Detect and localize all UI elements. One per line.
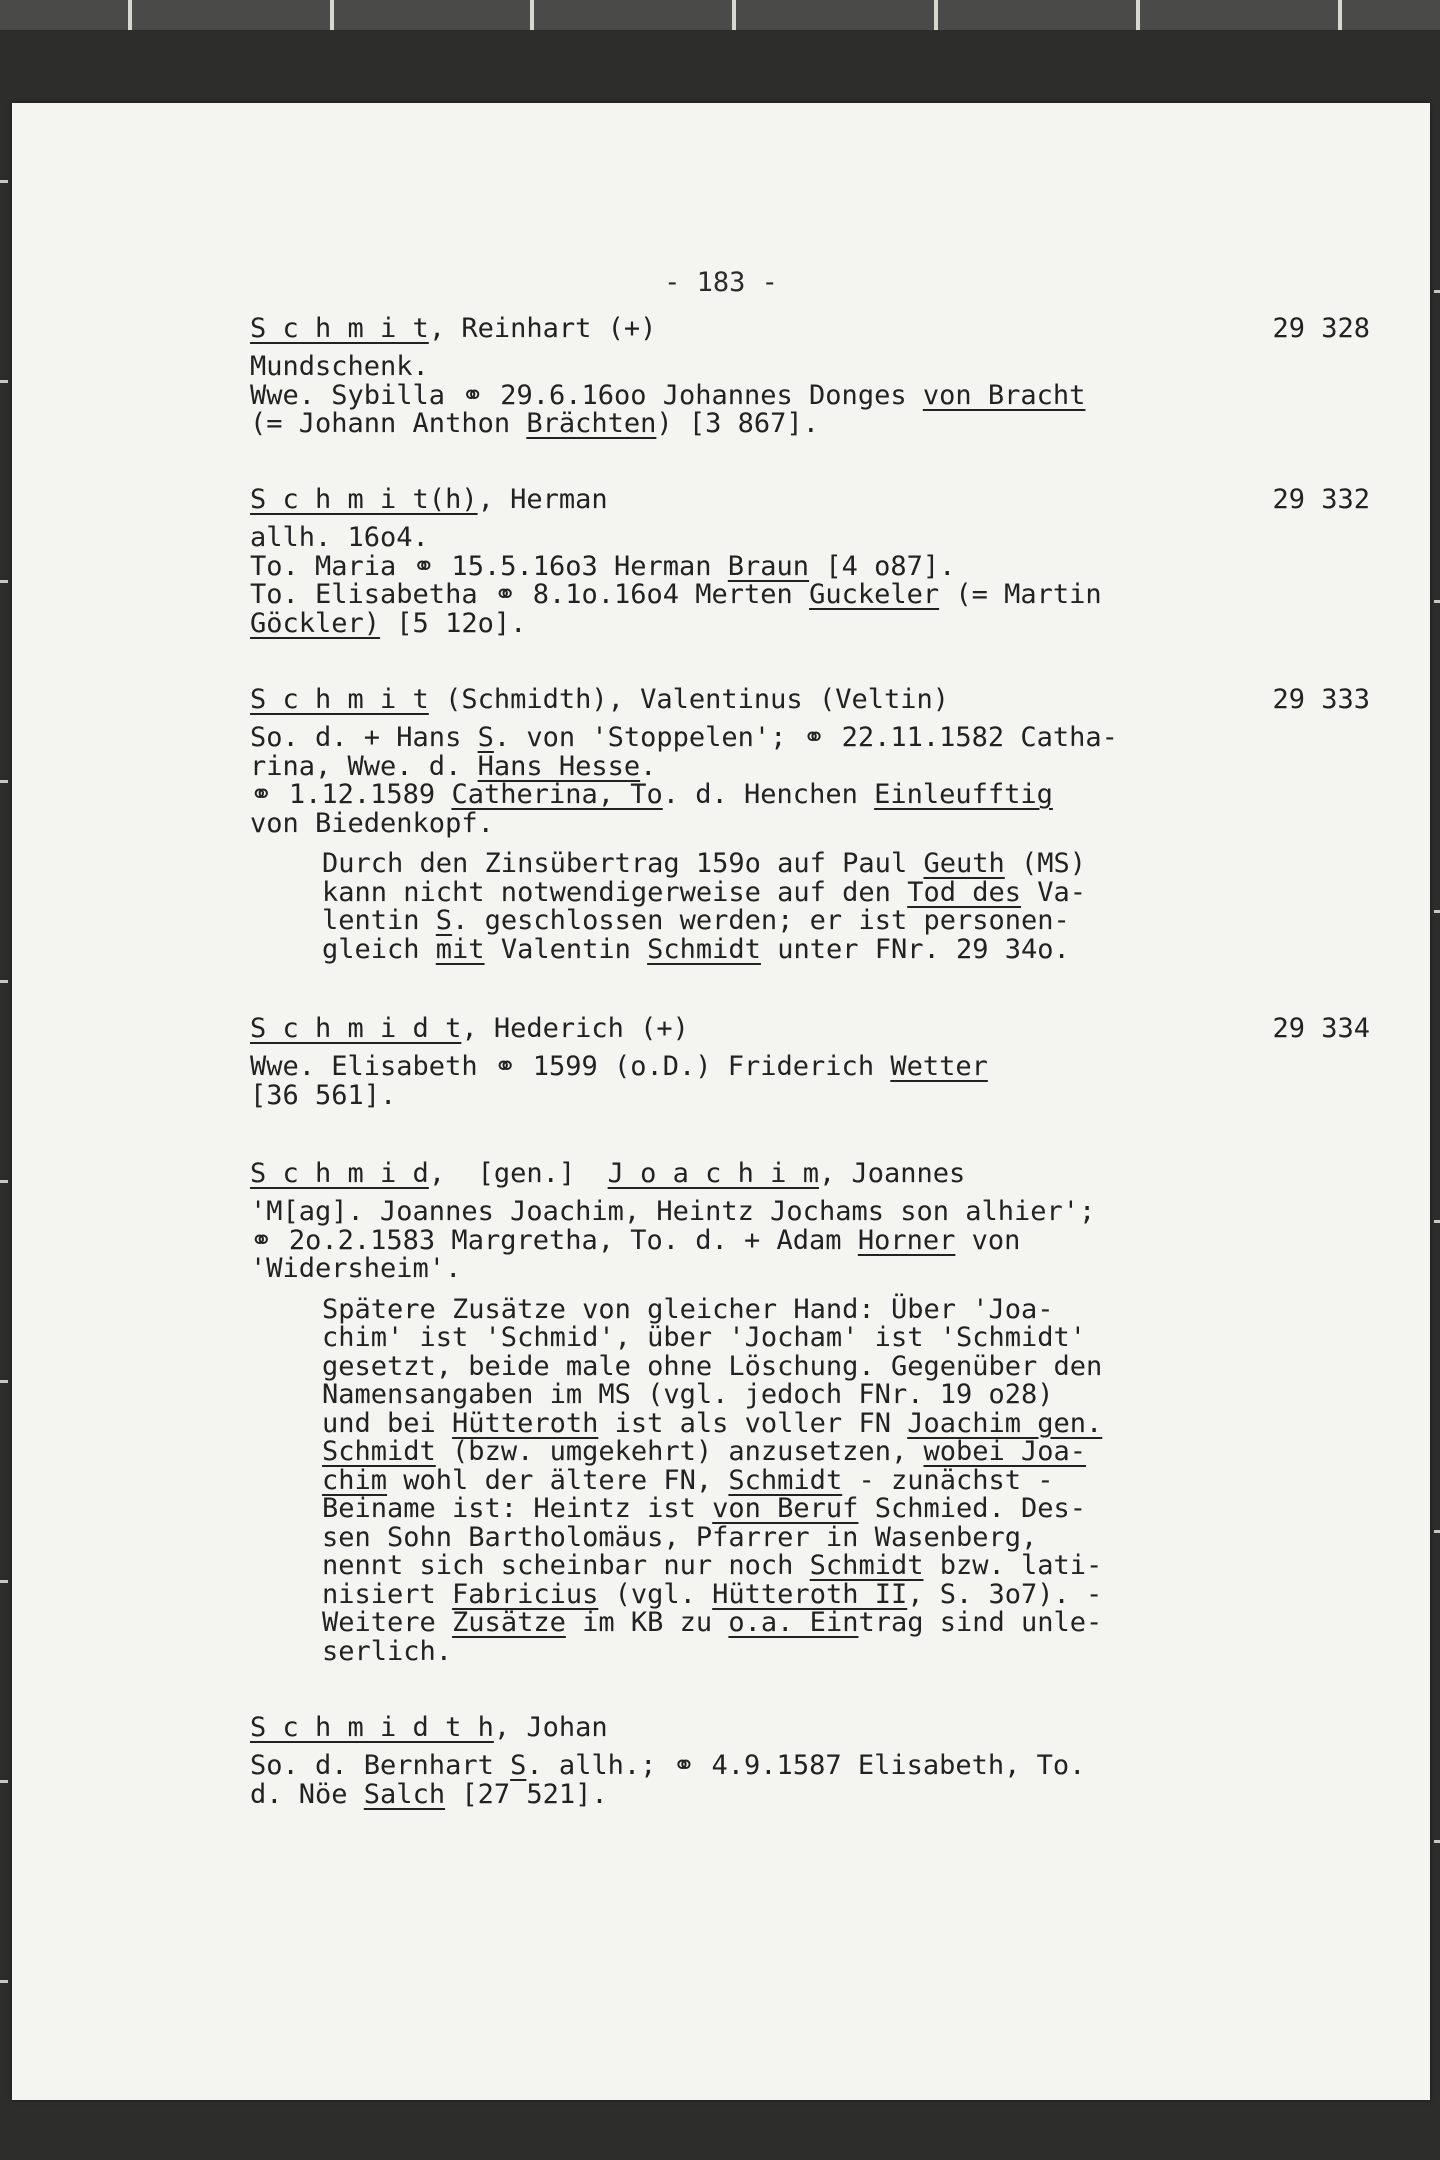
- film-tick: [934, 0, 938, 30]
- underlined-name: o.a. Ein: [728, 1607, 859, 1638]
- underlined-name: S: [477, 722, 494, 753]
- text-segment: rina, Wwe. d.: [250, 750, 478, 782]
- margin-mark: [1434, 290, 1440, 293]
- underlined-name: Schmidt: [322, 1436, 436, 1467]
- text-segment: [27 521].: [445, 1778, 608, 1810]
- text-segment: kann nicht notwendigerweise auf den: [322, 876, 908, 908]
- text-line: [250, 1778, 1370, 1810]
- entry-note: [322, 850, 1370, 964]
- entry-surname: S c h m i t(h): [250, 484, 478, 515]
- document-page: [12, 103, 1430, 2100]
- underlined-name: Horner: [857, 1224, 956, 1256]
- text-segment: trag sind unle-: [858, 1607, 1103, 1638]
- entry-given-name: , [gen.]: [428, 1158, 608, 1189]
- text-line: [250, 781, 1370, 810]
- margin-mark: [1434, 910, 1440, 913]
- entry-given-name: , Reinhart (+): [428, 313, 657, 344]
- text-segment: ⚭ 1.12.1589: [250, 779, 452, 810]
- text-segment: (vgl.: [598, 1578, 713, 1610]
- text-line: [322, 1578, 1370, 1610]
- underlined-name: mit: [435, 933, 485, 965]
- entry-surname: S c h m i t: [250, 313, 429, 344]
- entry-note: [322, 1293, 1370, 1667]
- film-strip-top: [0, 0, 1440, 30]
- entry-text: [250, 724, 1370, 838]
- underlined-name: Joachim gen.: [907, 1407, 1103, 1439]
- text-line: [322, 1521, 1370, 1553]
- text-segment: (= Johann Anthon: [250, 408, 527, 439]
- text-line: [322, 1609, 1370, 1638]
- register-entry-schmidt-hederich: [250, 1015, 1370, 1110]
- text-line: [250, 410, 1370, 439]
- entry-text: [250, 353, 1370, 439]
- page-number: - 183 -: [664, 267, 778, 298]
- margin-mark: [0, 1180, 8, 1183]
- family-number: 29 328: [1272, 313, 1370, 344]
- underlined-name: Hans Hesse: [477, 750, 641, 782]
- underlined-name: von Bracht: [922, 379, 1086, 411]
- text-line: [322, 1350, 1370, 1382]
- text-segment: bzw. lati-: [923, 1550, 1103, 1581]
- margin-mark: [0, 1380, 8, 1383]
- text-segment: . von 'Stoppelen'; ⚭ 22.11.1582 Catha-: [493, 722, 1118, 753]
- text-segment: So. d. + Hans: [250, 722, 478, 753]
- text-segment: 'Widersheim'.: [250, 1253, 462, 1284]
- text-segment: serlich.: [322, 1635, 453, 1667]
- text-segment: allh. 16o4.: [250, 522, 429, 553]
- text-line: [250, 1255, 1370, 1284]
- text-line: [250, 1198, 1370, 1227]
- margin-mark: [0, 1580, 8, 1583]
- text-segment: ist als voller FN: [598, 1407, 908, 1439]
- text-segment: Weitere: [322, 1607, 453, 1638]
- text-segment: sen Sohn Bartholomäus, Pfarrer in Wasenberg,: [322, 1521, 1038, 1553]
- text-line: [322, 850, 1370, 879]
- text-line: [322, 1381, 1370, 1410]
- margin-mark: [1434, 1840, 1440, 1843]
- entry-heading: [250, 1160, 1370, 1190]
- text-line: [250, 807, 1370, 839]
- underlined-name: wobei Joa-: [923, 1436, 1087, 1467]
- text-segment: von Biedenkopf.: [250, 807, 494, 839]
- entry-heading: [250, 486, 1370, 516]
- text-line: [322, 1407, 1370, 1439]
- entry-heading: [250, 686, 1370, 716]
- film-tick: [1338, 0, 1342, 30]
- underlined-name: von Beruf: [712, 1493, 859, 1524]
- text-line: [250, 379, 1370, 411]
- underlined-name: Braun: [727, 550, 810, 582]
- text-segment: Spätere Zusätze von gleicher Hand: Über 'Joa-: [322, 1293, 1054, 1325]
- underlined-name: Geuth: [923, 848, 1005, 879]
- underlined-name: Fabricius: [452, 1578, 599, 1610]
- text-segment: Namensangaben im MS (vgl. jedoch FNr. 19 o28): [322, 1379, 1054, 1410]
- underlined-name: Wetter: [890, 1051, 988, 1082]
- text-segment: im KB zu: [565, 1607, 729, 1638]
- underlined-name: Schmidt: [809, 1550, 924, 1581]
- text-line: [322, 1552, 1370, 1581]
- text-segment: To. Maria ⚭ 15.5.16o3 Herman: [250, 550, 728, 582]
- underlined-name: Hütteroth II: [712, 1578, 908, 1610]
- underlined-name: Hütteroth: [452, 1407, 599, 1439]
- text-segment: Durch den Zinsübertrag 159o auf Paul: [322, 848, 924, 879]
- text-segment: unter FNr. 29 34o.: [760, 933, 1070, 965]
- text-line: [250, 353, 1370, 382]
- text-segment: von: [955, 1224, 1021, 1256]
- text-segment: Wwe. Sybilla ⚭ 29.6.16oo Johannes Donges: [250, 379, 923, 411]
- text-segment: (= Martin: [939, 579, 1102, 610]
- underlined-name: S: [435, 905, 453, 936]
- text-segment: Va-: [1021, 876, 1087, 908]
- margin-mark: [0, 780, 8, 783]
- text-segment: (MS): [1004, 848, 1087, 879]
- text-line: [250, 750, 1370, 782]
- text-segment: Beiname ist: Heintz ist: [322, 1493, 713, 1524]
- text-segment: Mundschenk.: [250, 351, 429, 382]
- text-segment: Schmied. Des-: [858, 1493, 1087, 1524]
- text-line: [322, 1495, 1370, 1524]
- text-segment: gleich: [322, 933, 436, 965]
- entry-surname: S c h m i d t: [250, 1013, 462, 1044]
- text-segment: [5 12o].: [380, 607, 527, 639]
- margin-mark: [0, 180, 8, 183]
- text-segment: [36 561].: [250, 1079, 397, 1111]
- entry-text: [250, 1198, 1370, 1284]
- underlined-name: Göckler): [250, 607, 381, 639]
- family-number: 29 334: [1272, 1013, 1370, 1044]
- entry-heading: [250, 315, 1370, 345]
- film-tick: [330, 0, 334, 30]
- text-line: [250, 524, 1370, 553]
- entry-text: [250, 524, 1370, 638]
- text-line: [322, 1464, 1370, 1496]
- margin-mark: [0, 1980, 8, 1983]
- margin-mark: [0, 980, 8, 983]
- text-line: [322, 1324, 1370, 1353]
- text-segment: Valentin: [484, 933, 648, 965]
- text-segment: lentin: [322, 905, 436, 936]
- underlined-name: S: [510, 1750, 527, 1781]
- margin-mark: [1434, 1530, 1440, 1533]
- entry-text: [250, 1752, 1370, 1809]
- text-segment: (bzw. umgekehrt) anzusetzen,: [435, 1436, 924, 1467]
- text-segment: . d. Henchen: [662, 779, 875, 810]
- text-segment: nennt sich scheinbar nur noch: [322, 1550, 810, 1581]
- text-line: [322, 1438, 1370, 1467]
- register-entry-schmit-valentinus: [250, 686, 1370, 964]
- text-line: [322, 1635, 1370, 1667]
- register-entry-schmith-herman: [250, 486, 1370, 638]
- underlined-name: Guckeler: [809, 579, 940, 610]
- underlined-name: Einleufftig: [874, 779, 1053, 810]
- family-number: 29 332: [1272, 484, 1370, 515]
- text-segment: .: [640, 750, 657, 782]
- entry-given-name-alt: , Joannes: [818, 1158, 966, 1189]
- text-segment: ) [3 867].: [656, 408, 819, 439]
- film-tick: [732, 0, 736, 30]
- text-line: [250, 550, 1370, 582]
- underlined-name: Brächten: [526, 408, 657, 439]
- margin-mark: [0, 380, 8, 383]
- entry-surname: S c h m i d t h: [250, 1712, 494, 1743]
- underlined-name: Catherina, To: [451, 779, 663, 810]
- text-line: [322, 933, 1370, 965]
- margin-mark: [1434, 600, 1440, 603]
- text-line: [250, 607, 1370, 639]
- entry-given-name: , Herman: [477, 484, 608, 515]
- text-line: [322, 1293, 1370, 1325]
- text-line: [250, 1752, 1370, 1781]
- margin-mark: [0, 580, 8, 583]
- text-segment: - zunächst -: [842, 1464, 1054, 1496]
- underlined-name: Zusätze: [452, 1607, 566, 1638]
- family-number: 29 333: [1272, 684, 1370, 715]
- register-entry-schmit-reinhart: [250, 315, 1370, 439]
- entry-heading: [250, 1015, 1370, 1045]
- text-segment: chim' ist 'Schmid', über 'Jocham' ist 'Schmidt': [322, 1322, 1087, 1353]
- entry-given-name: , Hederich (+): [461, 1013, 689, 1044]
- underlined-name: Schmidt: [728, 1464, 843, 1496]
- text-segment: , S. 3o7). -: [907, 1578, 1103, 1610]
- text-segment: To. Elisabetha ⚭ 8.1o.16o4 Merten: [250, 579, 810, 610]
- text-segment: d. Nöe: [250, 1778, 364, 1810]
- entry-surname: S c h m i d: [250, 1158, 429, 1189]
- text-line: [250, 1053, 1370, 1082]
- entry-surname-alt: J o a c h i m: [607, 1158, 819, 1189]
- film-tick: [530, 0, 534, 30]
- film-tick: [1136, 0, 1140, 30]
- text-segment: [4 o87].: [809, 550, 956, 582]
- underlined-name: Tod des: [907, 876, 1021, 908]
- entry-given-name: (Schmidth), Valentinus (Veltin): [428, 684, 949, 715]
- register-entry-schmid-joachim: [250, 1160, 1370, 1666]
- entry-text: [250, 1053, 1370, 1110]
- text-segment: . allh.; ⚭ 4.9.1587 Elisabeth, To.: [526, 1750, 1086, 1781]
- text-segment: ⚭ 2o.2.1583 Margretha, To. d. + Adam: [250, 1224, 858, 1256]
- underlined-name: chim: [322, 1464, 388, 1496]
- text-segment: wohl der ältere FN,: [387, 1464, 729, 1496]
- text-line: [250, 581, 1370, 610]
- entry-surname: S c h m i t: [250, 684, 429, 715]
- film-tick: [128, 0, 132, 30]
- text-segment: So. d. Bernhart: [250, 1750, 511, 1781]
- text-segment: und bei: [322, 1407, 453, 1439]
- text-line: [322, 907, 1370, 936]
- margin-mark: [1434, 1220, 1440, 1223]
- text-segment: . geschlossen werden; er ist personen-: [452, 905, 1070, 936]
- margin-mark: [0, 1780, 8, 1783]
- underlined-name: Salch: [363, 1778, 446, 1810]
- underlined-name: Schmidt: [647, 933, 761, 965]
- text-segment: nisiert: [322, 1578, 453, 1610]
- text-line: [250, 1079, 1370, 1111]
- entry-heading: [250, 1714, 1370, 1744]
- text-line: [322, 876, 1370, 908]
- text-line: [250, 724, 1370, 753]
- text-segment: Wwe. Elisabeth ⚭ 1599 (o.D.) Friderich: [250, 1051, 891, 1082]
- entry-given-name: , Johan: [493, 1712, 608, 1743]
- register-entry-schmidth-johan: [250, 1714, 1370, 1809]
- text-segment: gesetzt, beide male ohne Löschung. Gegenüber den: [322, 1350, 1103, 1382]
- text-line: [250, 1224, 1370, 1256]
- text-segment: 'M[ag]. Joannes Joachim, Heintz Jochams son alhier';: [250, 1196, 1096, 1227]
